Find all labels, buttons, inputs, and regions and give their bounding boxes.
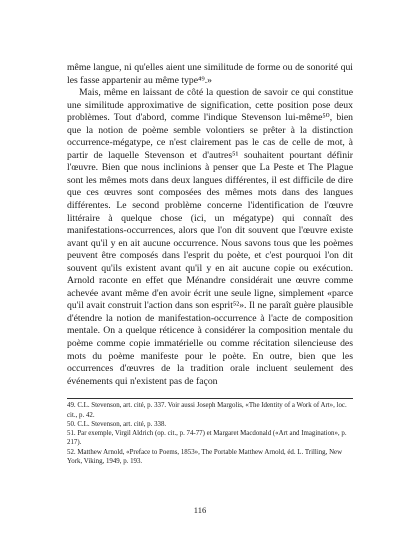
body-text: [67, 62, 353, 388]
footnote-51: 51. Par exemple, Virgil Aldrich (op. cit., p. 74-77) et Margaret Macdonald («Art and Imagination», p. 217).: [67, 430, 347, 447]
footnote-52: 52. Matthew Arnold, «Preface to Poems, 1853», The Portable Matthew Arnold, éd. L. Trilling, New York, Viking, 1949, p. 193.: [67, 448, 343, 465]
footnote-separator: [67, 398, 353, 399]
footnotes: [67, 401, 353, 466]
page-content: [67, 62, 353, 466]
footnote-49: 49. C.L. Stevenson, art. cité, p. 337. Voir aussi Joseph Margolis, «The Identity of a Work of Art», loc. cit., p. 42.: [67, 402, 347, 419]
page-number: 116: [193, 505, 207, 515]
footnote-50: 50. C.L. Stevenson, art. cité, p. 338.: [67, 420, 167, 428]
paragraph-2: Mais, même en laissant de côté la question de savoir ce qui constitue une similitude approximative de signification, cette position pose deux problèmes. Tout d'abord, comme l'indique Stevenson lui-même⁵⁰, bien que la notion de poème semble volontiers se prêter à la distinction occurrence-mégatype, ce n'est clairement pas le cas de celle de mot, à partir de laquelle Stevenson et d'autres⁵¹ souhaitent pourtant définir l'œuvre. Bien que nous inclinions à penser que La Peste et The Plague sont les mêmes mots dans deux langues différentes, il est difficile de dire que ces œuvres sont composées des mêmes mots dans des langues différentes. Le second problème concerne l'identification de l'œuvre littéraire à quelque chose (ici, un mégatype) qui connaît des manifestations-occurrences, alors que l'on dit souvent que l'œuvre existe avant qu'il y en ait aucune occurrence. Nous savons tous que les poèmes peuvent être composés dans l'esprit du poète, et c'est pourquoi l'on dit souvent qu'ils existent avant qu'il y en ait aucune copie ou exécution. Arnold raconte en effet que Ménandre considérait une œuvre comme achevée avant même d'en avoir écrit une seule ligne, simplement «parce qu'il avait construit l'action dans son esprit⁵²». Il ne paraît guère plausible d'étendre la notion de manifestation-occurrence à l'acte de composition mentale. On a quelque réticence à considérer la composition mentale du poème comme copie immatérielle ou comme récitation silencieuse des mots du poème manifeste pour le poète. En outre, bien que les occurrences d'œuvres de la tradition orale incluent seulement des événements qui n'existent pas de façon: [67, 87, 353, 387]
paragraph-1: même langue, ni qu'elles aient une similitude de forme ou de sonorité qui les fasse appartenir au même type⁴⁹.»: [67, 62, 353, 86]
